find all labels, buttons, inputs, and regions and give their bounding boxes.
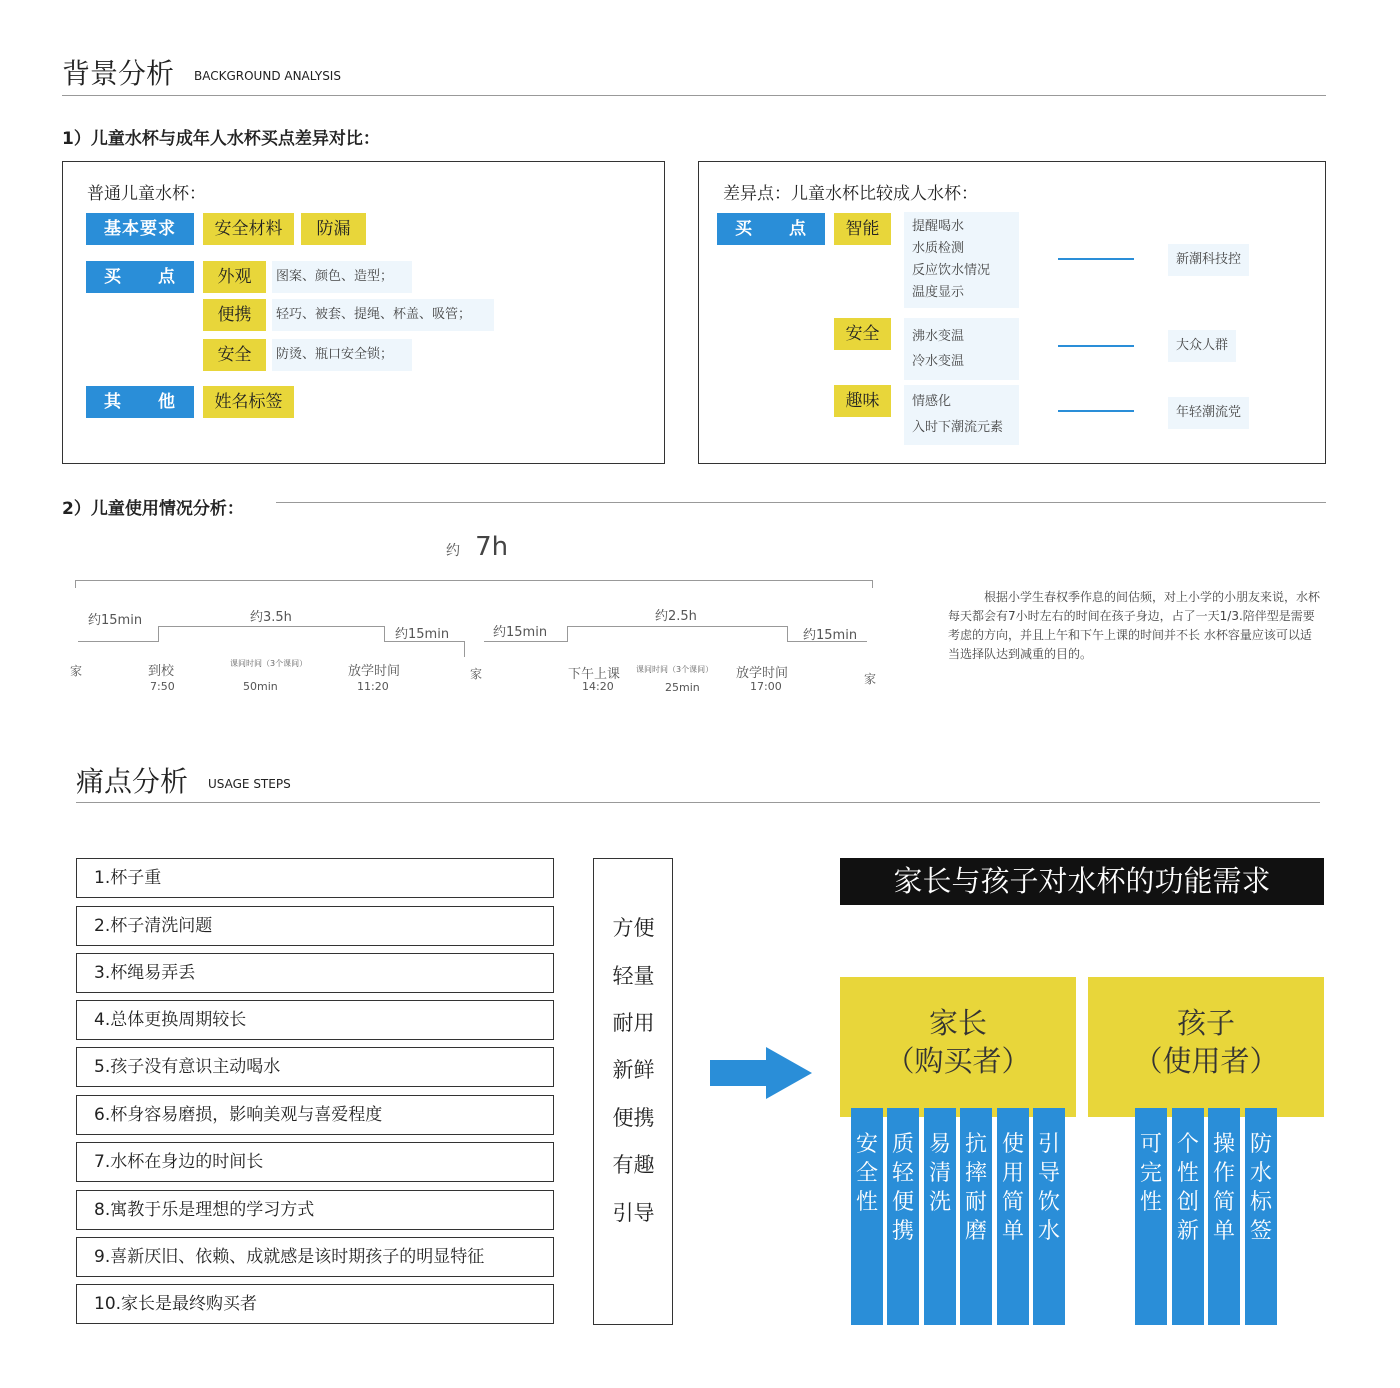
diff-detail-line: 提醒喝水 [912,219,965,234]
diff-detail-line: 水质检测 [912,241,965,256]
connector-line [1058,258,1134,260]
keyword: 便携 [612,1106,655,1130]
basic-requirement-label: 基本要求 [86,213,194,245]
pain-point: 9.喜新厌旧、依赖、成就感是该时期孩子的明显特征 [76,1237,554,1277]
keyword: 轻量 [612,964,655,988]
section1-heading: 1）儿童水杯与成年人水杯买点差异对比： [62,129,380,149]
child-need: 个性创新 [1172,1108,1204,1325]
keyword: 引导 [612,1201,655,1225]
connector-line [1058,345,1134,347]
timeline-top-line [75,580,873,581]
normal-cup-title: 普通儿童水杯： [87,184,206,204]
timeline-label: 25min [665,681,700,694]
timeline-label: 课间时间（3个课间） [230,659,308,668]
parent-box [840,977,1076,1117]
diff-detail-line: 冷水变温 [912,354,965,369]
diff-tag: 智能 [834,213,891,245]
page-subtitle: BACKGROUND ANALYSIS [194,69,341,83]
timeline-label: 放学时间 [736,666,789,681]
selling-point-label: 买 点 [86,261,194,293]
selling-tag: 外观 [203,261,266,293]
pain-point: 5.孩子没有意识主动喝水 [76,1047,554,1087]
timeline-label: 下午上课 [568,667,621,682]
parent-need: 安全性 [851,1108,883,1325]
timeline-label: 约15min [88,613,143,628]
diff-detail-line: 沸水变温 [912,329,965,344]
timeline-label: 约2.5h [655,609,697,624]
parent-need: 引导饮水 [1033,1108,1065,1325]
section2-divider [276,502,1326,503]
timeline-label: 11:20 [357,680,389,693]
pain-point: 3.杯绳易弄丢 [76,953,554,993]
diff-detail-line: 温度显示 [912,285,965,300]
timeline-bracket [787,626,788,642]
diff-selling-label: 买 点 [717,213,825,245]
parent-need: 使用简单 [997,1108,1029,1325]
pain-divider [76,802,1320,803]
other-tag: 姓名标签 [203,386,294,418]
parent-need: 易清洗 [924,1108,956,1325]
parent-need: 抗摔耐磨 [960,1108,992,1325]
timeline-label: 家 [470,667,483,681]
diff-details [904,385,1019,445]
child-name: 孩子 [1176,1006,1235,1040]
keyword: 有趣 [612,1153,655,1177]
diff-result: 大众人群 [1168,330,1236,362]
timeline-label: 约15min [395,627,450,642]
selling-detail: 轻巧、被套、提绳、杯盖、吸管； [272,299,494,331]
diff-details [904,318,1019,380]
timeline-bracket [158,626,159,642]
basic-tag: 安全材料 [203,213,294,245]
diff-tag: 趣味 [834,385,891,417]
page-title: 背景分析 [62,57,175,90]
timeline-label: 家 [70,664,83,678]
connector-line [1058,410,1134,412]
parent-role: （购买者） [885,1044,1031,1078]
timeline-label: 放学时间 [348,664,401,679]
pain-point: 4.总体更换周期较长 [76,1000,554,1040]
diff-result: 新潮科技控 [1168,244,1249,276]
keyword: 方便 [612,916,655,940]
timeline-bracket [567,626,568,642]
child-need: 防水标签 [1245,1108,1277,1325]
diff-detail-line: 情感化 [912,394,952,409]
timeline-bracket [158,626,384,627]
timeline-bracket [567,626,787,627]
child-role: （使用者） [1133,1044,1279,1078]
selling-detail: 图案、颜色、造型； [272,261,412,293]
diff-detail-line: 入时下潮流元素 [912,420,1004,435]
timeline-tick [872,580,873,588]
pain-point: 7.水杯在身边的时间长 [76,1142,554,1182]
timeline-label: 14:20 [582,680,614,693]
parent-name: 家长 [928,1006,987,1040]
child-need: 可完性 [1135,1108,1167,1325]
timeline-label: 约15min [493,625,548,640]
pain-point: 10.家长是最终购买者 [76,1284,554,1324]
keyword: 新鲜 [612,1058,655,1082]
keyword: 耐用 [612,1011,655,1035]
total-time-prefix: 约 [446,543,460,559]
timeline-label: 7:50 [150,680,175,693]
diff-result: 年轻潮流党 [1168,397,1249,429]
pain-point: 6.杯身容易磨损，影响美观与喜爱程度 [76,1095,554,1135]
timeline-tick [75,580,76,588]
selling-tag: 便携 [203,299,266,331]
pain-subtitle: USAGE STEPS [208,777,291,791]
timeline-label: 到校 [148,664,175,679]
title-divider [62,95,1326,96]
timeline-label: 50min [243,680,278,693]
usage-description: 根据小学生春权季作息的间估频，对上小学的小朋友来说，水杯每天都会有7小时左右的时间在孩子身边，占了一天1/3.陪伴型是需要考虑的方向，并且上午和下午上课的时间并不长 水杯容量应该可以适当选择队达到减重的目的。 [948,590,1321,661]
timeline-bracket [464,641,465,657]
pain-point: 8.寓教于乐是理想的学习方式 [76,1190,554,1230]
timeline-label: 17:00 [750,680,782,693]
diff-detail-line: 反应饮水情况 [912,263,991,278]
timeline-bracket [484,641,568,642]
pain-point: 1.杯子重 [76,858,554,898]
other-label: 其 他 [86,386,194,418]
needs-title: 家长与孩子对水杯的功能需求 [840,858,1324,905]
timeline-label: 约3.5h [250,610,292,625]
timeline-label: 家 [864,672,877,686]
child-need: 操作简单 [1208,1108,1240,1325]
selling-detail: 防烫、瓶口安全锁； [272,339,412,371]
arrow-right-icon [708,1045,814,1101]
pain-point: 2.杯子清洗问题 [76,906,554,946]
total-time-value: 7h [475,532,509,562]
pain-title: 痛点分析 [76,765,189,798]
child-box [1088,977,1324,1117]
diff-details [904,212,1019,308]
timeline-bracket [78,641,158,642]
timeline-label: 约15min [803,628,858,643]
total-time [446,532,508,562]
timeline-bracket [384,626,385,642]
selling-tag: 安全 [203,339,266,371]
parent-need: 质轻便携 [887,1108,919,1325]
difference-title: 差异点：儿童水杯比较成人水杯： [723,184,978,204]
section2-heading: 2）儿童使用情况分析： [62,499,244,519]
timeline-label: 课间时间（3个课间） [636,665,714,674]
diff-tag: 安全 [834,318,891,350]
basic-tag: 防漏 [301,213,366,245]
